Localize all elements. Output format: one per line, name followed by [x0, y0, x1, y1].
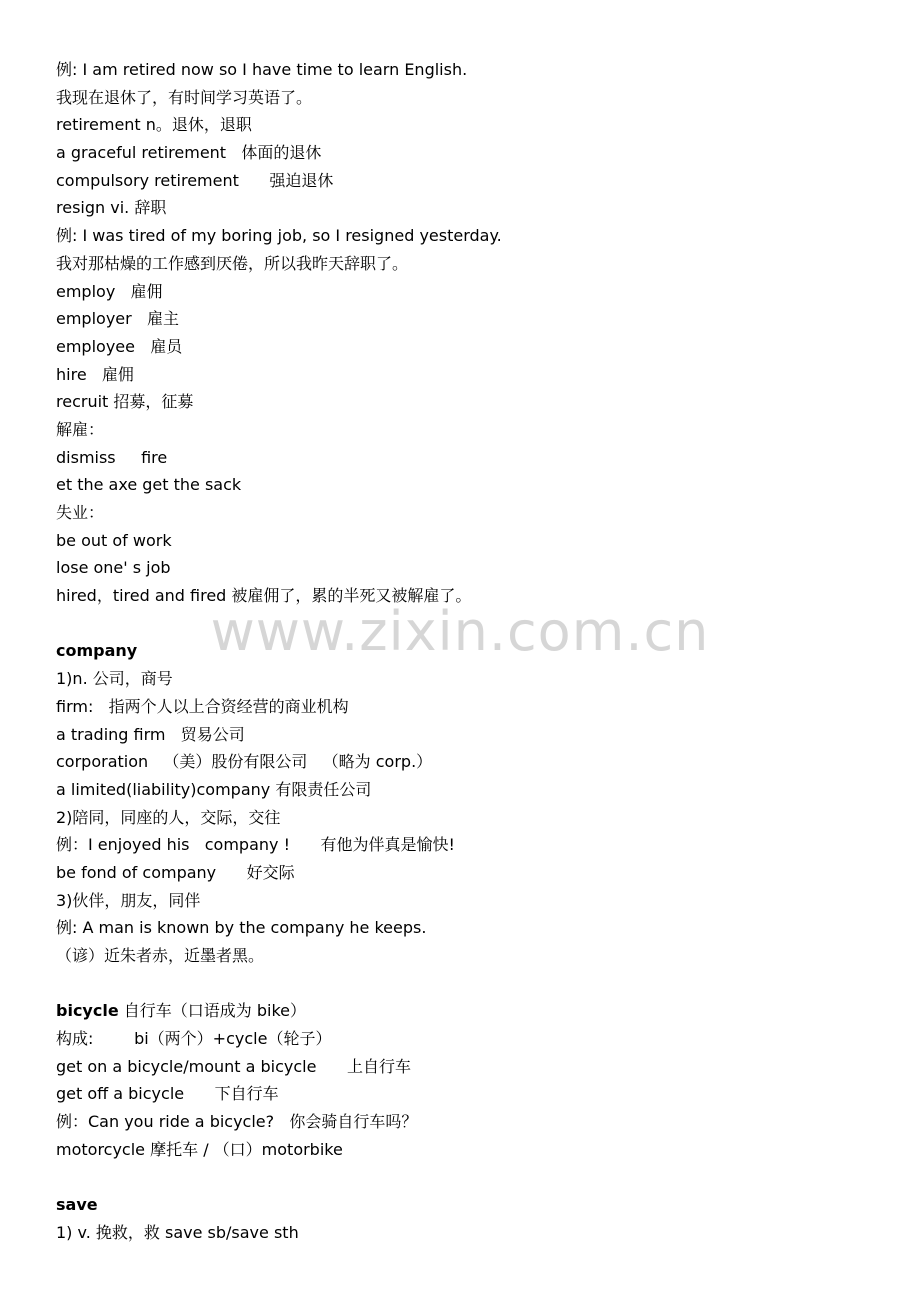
section-heading: company: [56, 641, 138, 661]
text-line: a graceful retirement 体面的退休: [56, 143, 322, 163]
text-line: 例: I was tired of my boring job, so I resigned yesterday.: [56, 226, 502, 246]
section-heading: bicycle: [56, 1001, 119, 1021]
text-line: employ 雇佣: [56, 281, 163, 301]
blank-line: [56, 970, 896, 998]
text-line: employer 雇主: [56, 309, 179, 329]
text-line: 例：Can you ride a bicycle? 你会骑自行车吗？: [56, 1112, 418, 1132]
text-line: get off a bicycle 下自行车: [56, 1084, 279, 1104]
section-heading: save: [56, 1195, 98, 1215]
text-line: 3)伙伴，朋友，同伴: [56, 890, 201, 910]
blank-line: [56, 1164, 896, 1192]
text-line: firm: 指两个人以上合资经营的商业机构: [56, 696, 349, 716]
text-line: dismiss fire: [56, 447, 168, 467]
text-line: 我现在退休了，有时间学习英语了。: [56, 87, 313, 107]
text-line: motorcycle 摩托车 / （口）motorbike: [56, 1139, 343, 1159]
heading-gloss: 自行车（口语成为 bike）: [118, 1001, 306, 1021]
text-line: 我对那枯燥的工作感到厌倦，所以我昨天辞职了。: [56, 253, 409, 273]
text-line: [56, 997, 896, 1025]
document-body: [56, 56, 896, 1247]
text-line: 失业：: [56, 503, 105, 522]
text-line: 例: A man is known by the company he keeps.: [56, 918, 427, 938]
text-line: 构成: bi（两个）+cycle（轮子）: [56, 1029, 332, 1049]
text-line: corporation （美）股份有限公司 （略为 corp.）: [56, 752, 433, 772]
text-line: retirement n。退休，退职: [56, 115, 252, 135]
text-line: 2)陪同，同座的人，交际，交往: [56, 807, 281, 827]
text-line: 1) v. 挽救，救 save sb/save sth: [56, 1222, 299, 1242]
watermark: www.zixin.com.cn: [210, 600, 710, 663]
text-line: get on a bicycle/mount a bicycle 上自行车: [56, 1056, 411, 1076]
text-line: recruit 招募，征募: [56, 392, 194, 412]
text-line: compulsory retirement 强迫退休: [56, 170, 334, 190]
text-line: be out of work: [56, 530, 172, 550]
text-line: et the axe get the sack: [56, 475, 242, 495]
text-line: hired，tired and fired 被雇佣了，累的半死又被解雇了。: [56, 586, 472, 606]
blank-line: [56, 610, 896, 638]
text-line: a trading firm 贸易公司: [56, 724, 245, 744]
text-line: 例：I enjoyed his company ! 有他为伴真是愉快!: [56, 835, 455, 855]
text-line: be fond of company 好交际: [56, 862, 295, 882]
text-line: employee 雇员: [56, 336, 183, 356]
text-line: lose one' s job: [56, 558, 171, 578]
text-line: resign vi. 辞职: [56, 198, 167, 218]
text-line: 解雇：: [56, 419, 105, 439]
text-line: a limited(liability)company 有限责任公司: [56, 779, 372, 799]
text-line: 例: I am retired now so I have time to learn English.: [56, 60, 468, 79]
text-line: 1)n. 公司，商号: [56, 669, 173, 689]
text-line: （谚）近朱者赤，近墨者黑。: [56, 946, 265, 965]
text-line: hire 雇佣: [56, 364, 134, 384]
